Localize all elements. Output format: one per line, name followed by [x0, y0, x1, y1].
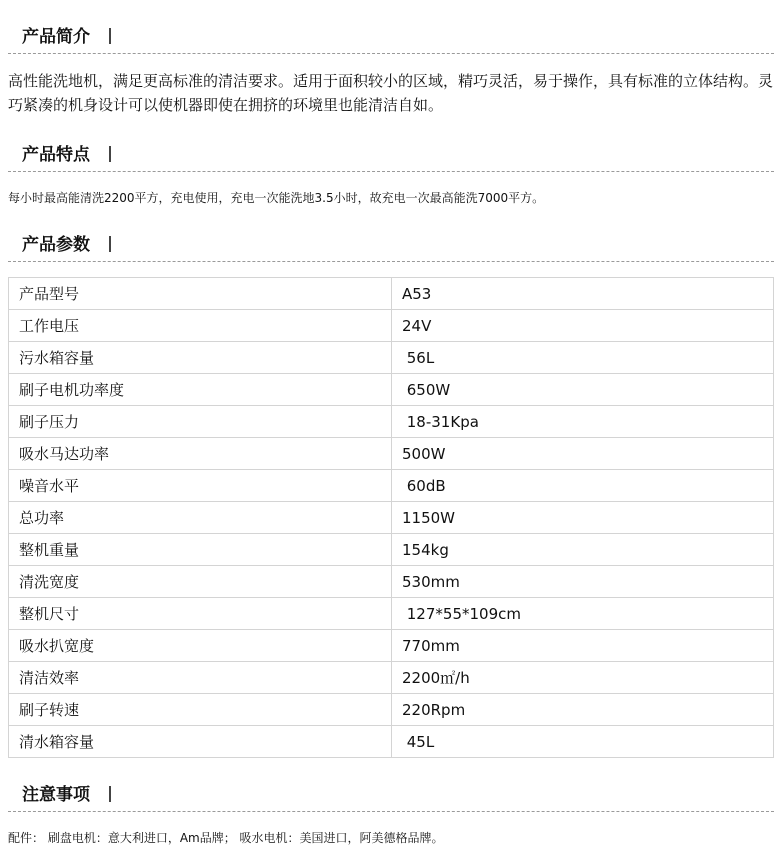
table-row: [9, 310, 774, 342]
param-name: 吸水马达功率: [9, 438, 392, 470]
table-row: [9, 630, 774, 662]
title-divider: [109, 236, 111, 252]
param-value: 220Rpm: [392, 694, 774, 726]
section-title: 注意事项: [22, 785, 90, 805]
title-divider: [109, 28, 111, 44]
table-row: [9, 694, 774, 726]
section-header-features: [8, 141, 774, 172]
param-name: 总功率: [9, 502, 392, 534]
table-row: [9, 374, 774, 406]
param-name: 整机重量: [9, 534, 392, 566]
param-value: 500W: [392, 438, 774, 470]
param-name: 吸水扒宽度: [9, 630, 392, 662]
param-value: 60dB: [392, 470, 774, 502]
param-name: 刷子压力: [9, 406, 392, 438]
param-name: 产品型号: [9, 278, 392, 310]
param-value: A53: [392, 278, 774, 310]
intro-text: 高性能洗地机，满足更高标准的清洁要求。适用于面积较小的区域，精巧灵活，易于操作，具有标准的立体结构。灵巧紧凑的机身设计可以使机器即使在拥挤的环境里也能清洁自如。: [8, 72, 774, 114]
table-row: [9, 278, 774, 310]
table-row: [9, 342, 774, 374]
title-divider: [109, 786, 111, 802]
param-value: 154kg: [392, 534, 774, 566]
param-value: 24V: [392, 310, 774, 342]
param-value: 45L: [392, 726, 774, 758]
table-row: [9, 662, 774, 694]
section-title: 产品参数: [22, 235, 90, 255]
table-row: [9, 470, 774, 502]
param-name: 噪音水平: [9, 470, 392, 502]
params-table: [8, 277, 774, 758]
features-text: 每小时最高能清洗2200平方，充电使用，充电一次能洗地3.5小时，故充电一次最高能洗7000平方。: [8, 191, 545, 205]
table-row: [9, 438, 774, 470]
notes-text: 配件： 刷盘电机：意大利进口，Am品牌； 吸水电机：美国进口，阿美德格品牌。: [8, 831, 444, 845]
param-name: 清洗宽度: [9, 566, 392, 598]
param-value: 18-31Kpa: [392, 406, 774, 438]
section-header-params: [8, 231, 774, 262]
table-row: [9, 598, 774, 630]
param-name: 刷子电机功率度: [9, 374, 392, 406]
title-divider: [109, 146, 111, 162]
table-row: [9, 502, 774, 534]
section-header-intro: [8, 23, 774, 54]
param-name: 刷子转速: [9, 694, 392, 726]
param-value: 770mm: [392, 630, 774, 662]
param-value: 56L: [392, 342, 774, 374]
param-value: 650W: [392, 374, 774, 406]
param-name: 工作电压: [9, 310, 392, 342]
param-value: 2200㎡/h: [392, 662, 774, 694]
section-title: 产品特点: [22, 145, 90, 165]
section-title: 产品简介: [22, 27, 90, 47]
param-name: 清洁效率: [9, 662, 392, 694]
param-name: 整机尺寸: [9, 598, 392, 630]
param-value: 1150W: [392, 502, 774, 534]
table-row: [9, 726, 774, 758]
table-row: [9, 534, 774, 566]
param-name: 污水箱容量: [9, 342, 392, 374]
table-row: [9, 566, 774, 598]
section-header-notes: [8, 781, 774, 812]
table-row: [9, 406, 774, 438]
param-name: 清水箱容量: [9, 726, 392, 758]
param-value: 127*55*109cm: [392, 598, 774, 630]
param-value: 530mm: [392, 566, 774, 598]
